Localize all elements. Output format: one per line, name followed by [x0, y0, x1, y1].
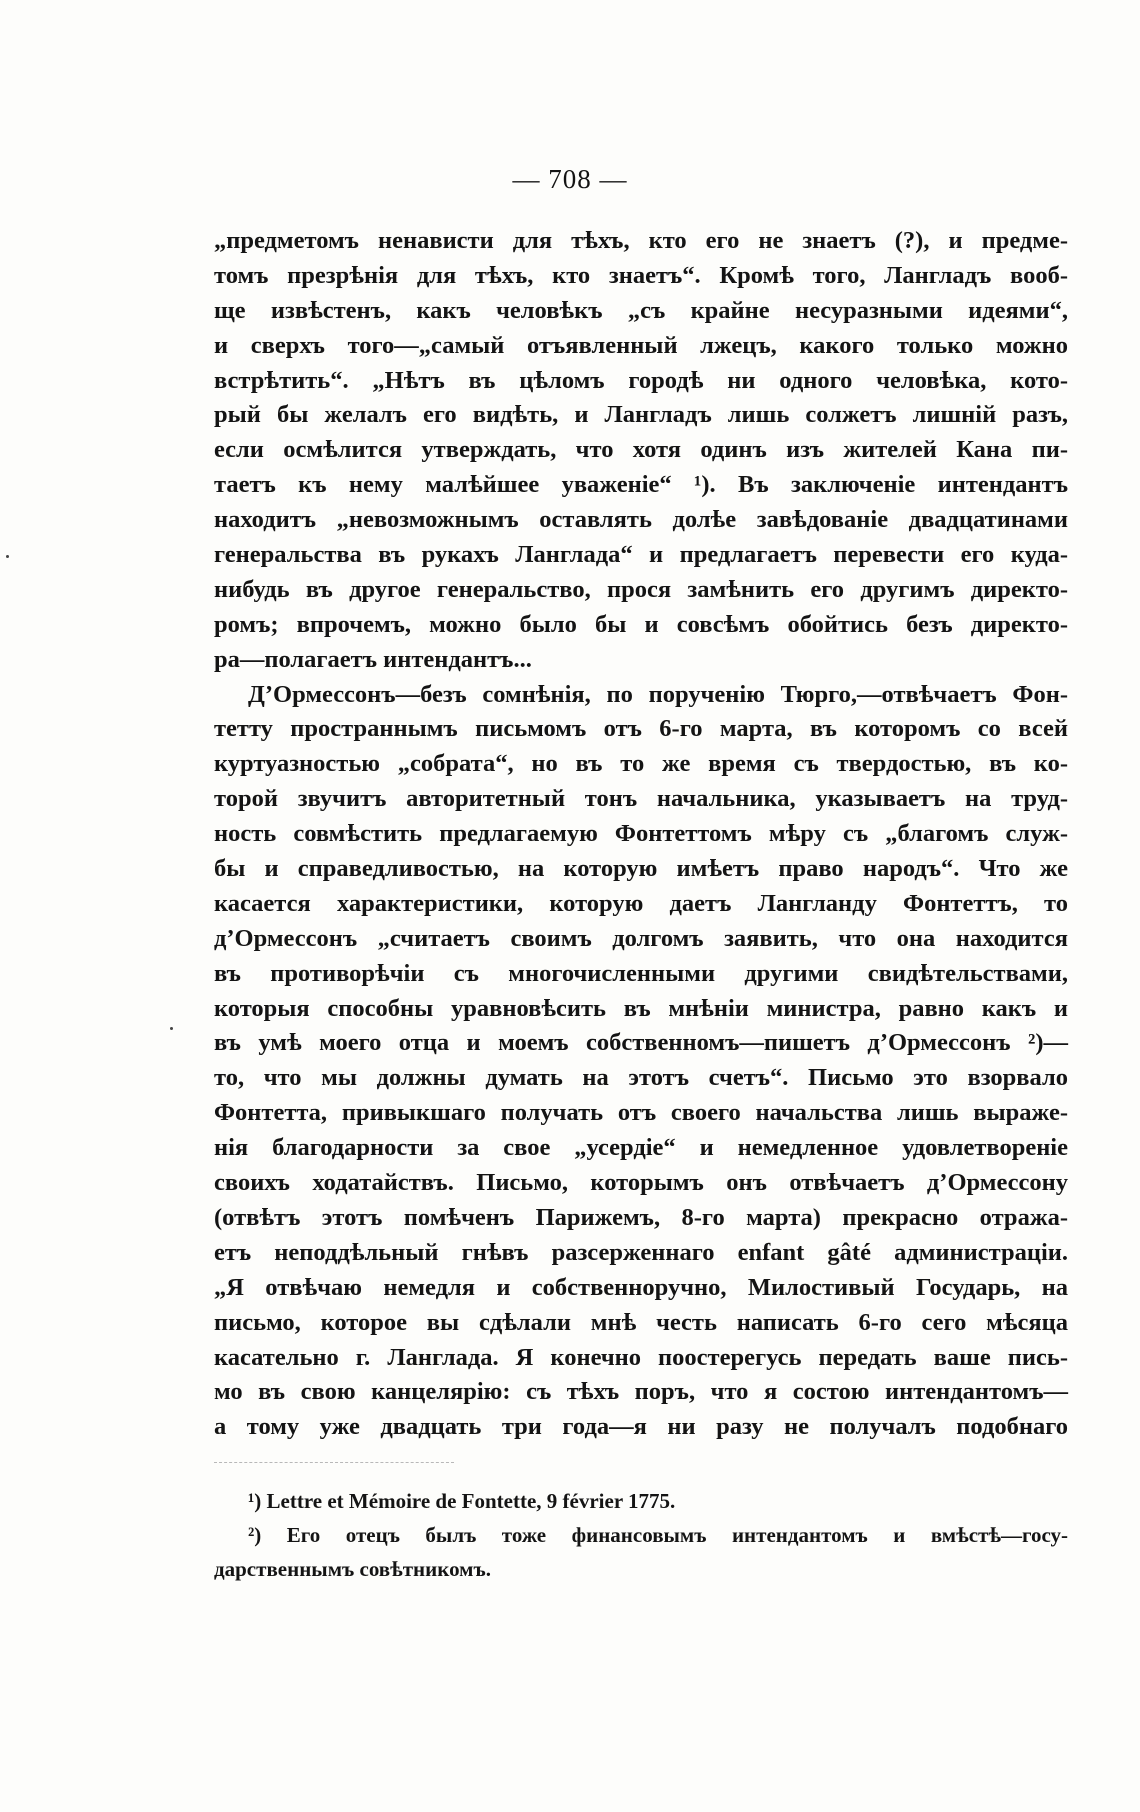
text-line: тетту пространнымъ письмомъ отъ 6-го марта, въ которомъ со всей	[214, 715, 1068, 743]
text-line: Фонтетта, привыкшаго получать отъ своего начальства лишь выраже-	[214, 1099, 1068, 1127]
text-line: встрѣтить“. „Нѣтъ въ цѣломъ городѣ ни одного человѣка, кото-	[214, 366, 1068, 394]
text-line: касательно г. Ланглада. Я конечно поостерегусь передать ваше пись-	[214, 1343, 1068, 1371]
text-line: ность совмѣстить предлагаемую Фонтеттомъ мѣру съ „благомъ служ-	[214, 820, 1068, 848]
footnote-2-continuation: дарственнымъ совѣтникомъ.	[214, 1557, 491, 1581]
text-line: если осмѣлится утверждать, что хотя одинъ изъ жителей Кана пи-	[214, 436, 1068, 464]
text-line: и сверхъ того—„самый отъявленный лжецъ, какого только можно	[214, 331, 1068, 359]
text-line: „Я отвѣчаю немедля и собственноручно, Милостивый Государь, на	[214, 1273, 1068, 1301]
paragraph-first-line: Д’Ормессонъ—безъ сомнѣнія, по порученію Тюрго,—отвѣчаетъ Фон-	[248, 680, 1068, 708]
scan-speck	[170, 1027, 173, 1030]
text-line: своихъ ходатайствъ. Письмо, которымъ онъ отвѣчаетъ д’Ормессону	[214, 1169, 1068, 1197]
text-line: генеральства въ рукахъ Ланглада“ и предлагаетъ перевести его куда-	[214, 541, 1068, 569]
paragraph-end-line: ра—полагаетъ интендантъ...	[214, 645, 532, 673]
body-text	[214, 224, 1068, 1445]
scan-speck	[6, 555, 9, 558]
text-line: касается характеристики, которую даетъ Лангланду Фонтеттъ, то	[214, 889, 1068, 917]
text-line: то, что мы должны думать на этотъ счетъ“. Письмо это взорвало	[214, 1064, 1068, 1092]
text-line: ще извѣстенъ, какъ человѣкъ „съ крайне несуразными идеями“,	[214, 296, 1068, 324]
text-line: въ противорѣчіи съ многочисленными другими свидѣтельствами,	[214, 959, 1068, 987]
text-line: въ умѣ моего отца и моемъ собственномъ—пишетъ д’Ормессонъ ²)—	[214, 1029, 1068, 1057]
text-line: етъ неподдѣльный гнѣвъ разсерженнаго enfant gâté администраціи.	[214, 1238, 1068, 1266]
footnotes	[214, 1484, 1068, 1586]
footnote-separator	[214, 1462, 454, 1463]
text-line: которыя способны уравновѣсить въ мнѣніи министра, равно какъ и	[214, 994, 1068, 1022]
text-line: „предметомъ ненависти для тѣхъ, кто его не знаетъ (?), и предме-	[214, 227, 1068, 254]
text-line: нибудь въ другое генеральство, прося замѣнить его другимъ директо-	[214, 575, 1068, 603]
text-line: томъ презрѣнія для тѣхъ, кто знаетъ“. Кромѣ того, Лангладъ вооб-	[214, 261, 1068, 289]
footnote-1: ¹) Lettre et Mémoire de Fontette, 9 février 1775.	[248, 1489, 676, 1513]
text-line: ромъ; впрочемъ, можно было бы и совсѣмъ обойтись безъ директо-	[214, 610, 1068, 638]
text-line: письмо, которое вы сдѣлали мнѣ честь написать 6-го сего мѣсяца	[214, 1308, 1068, 1336]
text-line: куртуазностью „собрата“, но въ то же время съ твердостью, въ ко-	[214, 750, 1068, 778]
footnote-2: ²) Его отецъ былъ тоже финансовымъ интендантомъ и вмѣстѣ—госу-	[248, 1523, 1068, 1547]
text-line: бы и справедливостью, на которую имѣетъ право народъ“. Что же	[214, 855, 1068, 883]
text-line: рый бы желалъ его видѣть, и Лангладъ лишь солжетъ лишній разъ,	[214, 401, 1068, 429]
page-number: — 708 —	[512, 164, 628, 194]
text-line: мо въ свою канцелярію: съ тѣхъ поръ, что я состою интендантомъ—	[214, 1378, 1068, 1406]
text-line: д’Ормессонъ „считаетъ своимъ долгомъ заявить, что она находится	[214, 924, 1068, 952]
text-line: таетъ къ нему малѣйшее уваженіе“ ¹). Въ заключеніе интендантъ	[214, 471, 1068, 499]
text-line: находитъ „невозможнымъ оставлять долѣе завѣдованіе двадцатинами	[214, 506, 1068, 534]
text-line: нія благодарности за свое „усердіе“ и немедленное удовлетвореніе	[214, 1134, 1068, 1162]
text-line: а тому уже двадцать три года—я ни разу не получалъ подобнаго	[214, 1413, 1068, 1441]
text-line: (отвѣтъ этотъ помѣченъ Парижемъ, 8-го марта) прекрасно отража-	[214, 1203, 1068, 1231]
text-line: торой звучитъ авторитетный тонъ начальника, указываетъ на труд-	[214, 785, 1068, 813]
